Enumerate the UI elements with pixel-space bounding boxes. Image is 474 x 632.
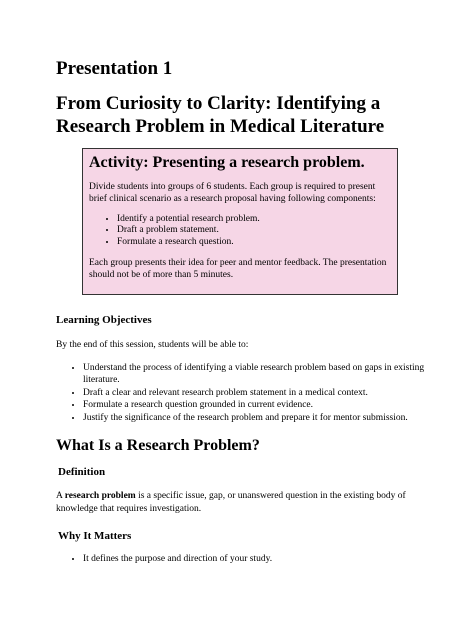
activity-closing: Each group presents their idea for peer and mentor feedback. The presentation should not be of more than 5 minutes. [89,258,387,281]
section-heading-research-problem: What Is a Research Problem? [56,437,260,454]
activity-intro: Divide students into groups of 6 students. Each group is required to present brief clinical scenario as a research proposal having following components: [89,182,376,204]
why-it-matters-heading: Why It Matters [58,530,132,542]
list-item: • Formulate a research question. [117,237,391,249]
learning-objectives-heading: Learning Objectives [56,314,152,326]
learning-objectives-list [56,362,455,424]
list-item: • Draft a problem statement. [117,225,391,237]
list-item: • Formulate a research question grounded in current evidence. [83,399,455,411]
list-item: • Justify the significance of the research problem and prepare it for mentor submission. [83,412,455,424]
definition-heading: Definition [58,466,106,478]
presentation-label: Presentation 1 [56,58,173,79]
list-item: • It defines the purpose and direction of your study. [83,553,455,565]
page-title: From Curiosity to Clarity: Identifying a Research Problem in Medical Literature [56,93,385,137]
why-it-matters-list [56,553,455,565]
activity-box [82,148,398,295]
list-item: • Draft a clear and relevant research problem statement in a medical context. [83,387,455,399]
definition-paragraph [56,490,428,515]
definition-text: is a specific issue, gap, or unanswered question in the existing body of knowledge that requires investigation. [56,491,406,514]
activity-heading: Activity: Presenting a research problem. [89,154,365,171]
definition-prefix: A [56,491,65,501]
activity-list [89,214,391,249]
list-item: • Identify a potential research problem. [117,214,391,226]
list-item: • Understand the process of identifying a viable research problem based on gaps in existing literature. [83,362,455,387]
learning-objectives-intro: By the end of this session, students will be able to: [56,340,249,350]
definition-term: research problem [64,491,136,501]
